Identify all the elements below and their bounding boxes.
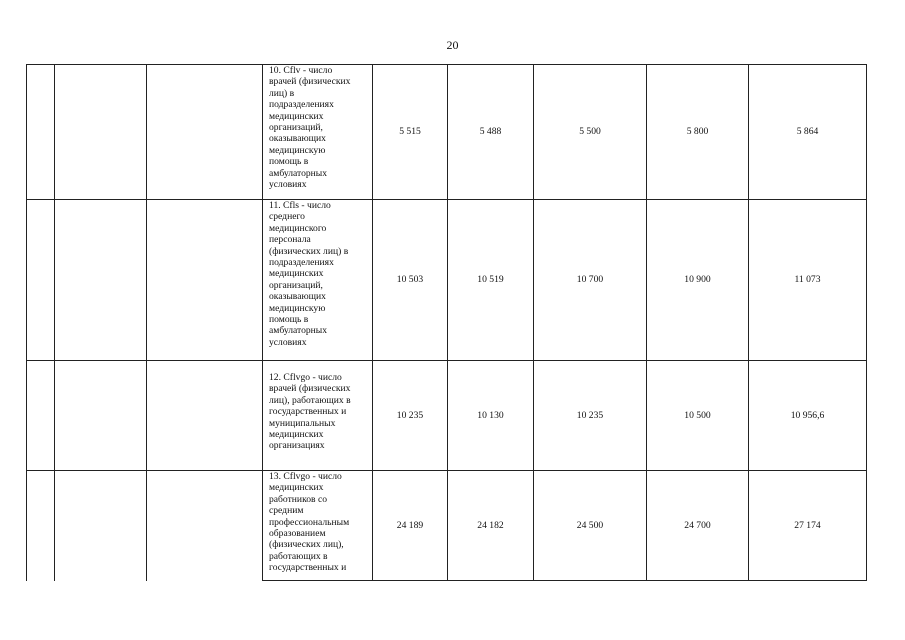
indicator-description: 10. Cflv - число врачей (физических лиц) в подразделениях медицинских организаций, оказывающих медицинскую помощь в амбулаторных условиях [263,65,373,200]
page-number: 20 [446,38,459,52]
value-cell: 5 864 [749,65,867,200]
table-row [27,471,867,581]
indicator-description: 13. Cflvgo - число медицинских работников со средним профессиональным образованием (физических лиц), работающих в государственных и [263,471,373,581]
value-cell: 24 182 [448,471,534,581]
indicator-description: 12. Cflvgo - число врачей (физических лиц), работающих в государственных и муниципальных медицинских организациях [263,361,373,471]
indicator-description: 11. Cfls - число среднего медицинского персонала (физических лиц) в подразделениях медицинских организаций, оказывающих медицинскую помощь в амбулаторных условиях [263,200,373,361]
table-row [27,65,867,200]
empty-cell [27,361,55,471]
empty-cell [27,471,55,581]
table-row [27,361,867,471]
value-cell: 10 130 [448,361,534,471]
value-cell: 10 235 [534,361,647,471]
value-cell: 24 189 [373,471,448,581]
value-cell: 5 800 [647,65,749,200]
value-cell: 27 174 [749,471,867,581]
empty-cell [147,65,263,200]
value-cell: 10 956,6 [749,361,867,471]
value-cell: 10 503 [373,200,448,361]
value-cell: 5 515 [373,65,448,200]
value-cell: 24 500 [534,471,647,581]
value-cell: 10 500 [647,361,749,471]
table-row [27,200,867,361]
value-cell: 5 500 [534,65,647,200]
value-cell: 5 488 [448,65,534,200]
empty-cell [55,65,147,200]
empty-cell [27,65,55,200]
empty-cell [147,361,263,471]
value-cell: 11 073 [749,200,867,361]
value-cell: 10 700 [534,200,647,361]
empty-cell [55,471,147,581]
empty-cell [55,361,147,471]
empty-cell [27,200,55,361]
value-cell: 10 900 [647,200,749,361]
empty-cell [147,471,263,581]
empty-cell [147,200,263,361]
value-cell: 24 700 [647,471,749,581]
value-cell: 10 519 [448,200,534,361]
indicator-table [26,64,867,581]
empty-cell [55,200,147,361]
value-cell: 10 235 [373,361,448,471]
